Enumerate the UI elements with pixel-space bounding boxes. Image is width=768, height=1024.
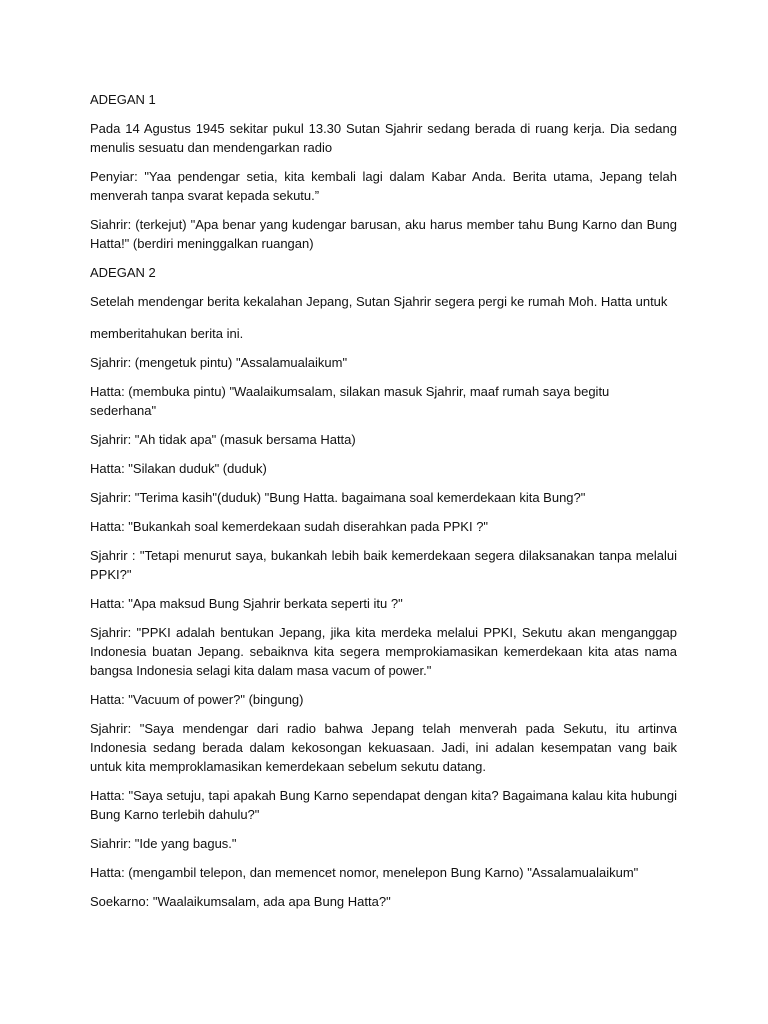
- dialogue-line: Siahrir: (terkejut) "Apa benar yang kudengar barusan, aku harus member tahu Bung Karno dan Bung Hatta!" (berdiri meninggalkan ruangan): [90, 217, 677, 251]
- scene-heading-2: ADEGAN 2: [90, 265, 156, 280]
- narration-paragraph: memberitahukan berita ini.: [90, 326, 244, 341]
- dialogue-line: Sjahrir : "Tetapi menurut saya, bukankah lebih baik kemerdekaan segera dilaksanakan tanpa melalui PPKI?": [90, 548, 677, 582]
- dialogue-line: Sjahrir: "PPKI adalah bentukan Jepang, jika kita merdeka melalui PPKI, Sekutu akan menganggap Indonesia buatan Jepang. sebaiknva kita segera memprokiamasikan kemerdekaan kita atas nama bangsa Indonesia selagi kita dalam masa vacum of power.": [90, 625, 677, 678]
- dialogue-line: Siahrir: "Ide yang bagus.": [90, 836, 237, 851]
- dialogue-line: Soekarno: "Waalaikumsalam, ada apa Bung Hatta?": [90, 894, 391, 909]
- dialogue-line: Sjahrir: "Ah tidak apa" (masuk bersama Hatta): [90, 432, 356, 447]
- narration-paragraph: Pada 14 Agustus 1945 sekitar pukul 13.30 Sutan Sjahrir sedang berada di ruang kerja. Dia sedang menulis sesuatu dan mendengarkan radio: [90, 121, 677, 155]
- dialogue-line: Hatta: (membuka pintu) "Waalaikumsalam, silakan masuk Sjahrir, maaf rumah saya begitu sederhana": [90, 384, 610, 418]
- dialogue-line: Hatta: "Apa maksud Bung Sjahrir berkata seperti itu ?": [90, 596, 403, 611]
- dialogue-line: Hatta: (mengambil telepon, dan memencet nomor, menelepon Bung Karno) "Assalamualaikum": [90, 865, 639, 880]
- dialogue-line: Penyiar: "Yaa pendengar setia, kita kembali lagi dalam Kabar Anda. Berita utama, Jepang telah menverah tanpa svarat kepada sekutu.”: [90, 169, 677, 203]
- scene-heading-1: ADEGAN 1: [90, 92, 156, 107]
- dialogue-line: Sjahrir: "Terima kasih"(duduk) "Bung Hatta. bagaimana soal kemerdekaan kita Bung?": [90, 490, 586, 505]
- dialogue-line: Sjahrir: "Saya mendengar dari radio bahwa Jepang telah menverah pada Sekutu, itu artinva Indonesia sedang berada dalam kekosongan kekuasaan. Jadi, ini adalan kesempatan vang baik untuk kita memproklamasikan kemerdekaan sebelum sekutu datang.: [90, 721, 677, 774]
- dialogue-line: Hatta: "Vacuum of power?" (bingung): [90, 692, 304, 707]
- dialogue-line: Hatta: "Bukankah soal kemerdekaan sudah diserahkan pada PPKI ?": [90, 519, 489, 534]
- dialogue-line: Hatta: "Silakan duduk" (duduk): [90, 461, 267, 476]
- narration-paragraph: Setelah mendengar berita kekalahan Jepang, Sutan Sjahrir segera pergi ke rumah Moh. Hatta untuk: [90, 294, 668, 309]
- dialogue-line: Sjahrir: (mengetuk pintu) "Assalamualaikum": [90, 355, 348, 370]
- document-page: [90, 90, 677, 921]
- dialogue-line: Hatta: "Saya setuju, tapi apakah Bung Karno sependapat dengan kita? Bagaimana kalau kita hubungi Bung Karno terlebih dahulu?": [90, 788, 677, 822]
